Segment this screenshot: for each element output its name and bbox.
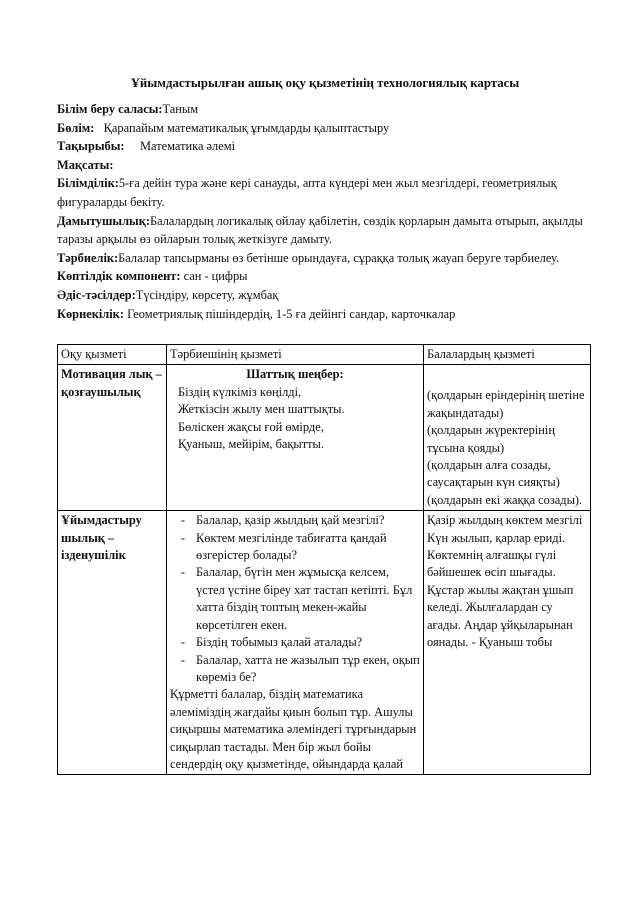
dev-label: Дамытушылық: xyxy=(57,213,150,228)
topic-label: Тақырыбы: xyxy=(57,139,125,154)
document-title: Ұйымдастырылған ашық оқу қызметінің технологиялық картасы xyxy=(130,76,520,90)
info-section xyxy=(57,119,597,138)
teacher-cell xyxy=(167,511,424,775)
area-label: Білім беру саласы: xyxy=(57,102,163,116)
children-action: (қолдарын еріндерінің шетіне жақындатады) xyxy=(427,388,585,420)
info-upbringing xyxy=(57,249,597,268)
topic-value: Математика әлемі xyxy=(140,139,236,154)
visual-label: Көрнекілік: xyxy=(57,306,124,321)
activity-table xyxy=(57,344,591,775)
question-item: - Балалар, бүгін мен жұмысқа келсем, үстел үстіне біреу хат тастап кетіпті. Бұл хатта біздің топтың мекен-жайы көрсетілген екен. xyxy=(180,565,413,632)
children-action: (қолдарын екі жаққа созады). xyxy=(427,492,583,507)
header-teacher: Тәрбиешінің қызметі xyxy=(167,345,424,365)
upb-label: Тәрбиелік: xyxy=(57,250,119,265)
question-item: - Біздің тобымыз қалай аталады? xyxy=(180,635,363,650)
lesson-info xyxy=(57,100,597,323)
section-label: Бөлім: xyxy=(57,120,95,135)
comp-value: сан - цифры xyxy=(183,269,248,284)
goal-label: Мақсаты: xyxy=(57,157,114,172)
info-area xyxy=(57,100,597,119)
poem-line: Жеткізсін жылу мен шаттықты. xyxy=(178,402,345,417)
method-label: Әдіс-тәсілдер: xyxy=(57,287,136,302)
table-header-row xyxy=(58,345,591,365)
header-children: Балалардың қызметі xyxy=(424,345,591,365)
dev-value: Балалардың логикалық ойлау қабілетін, сөздік қорларын дамыта отырып, ақылды таразы арқылы өз ойларын толық жеткізуге дамыту. xyxy=(57,213,583,247)
info-topic xyxy=(57,137,597,156)
comp-label: Көптілдік компонент: xyxy=(57,269,181,284)
info-methods xyxy=(57,286,597,305)
stage-cell: Мотивация лық – қозғаушылық xyxy=(58,365,167,511)
poem-line: Біздің күлкіміз көңілді, xyxy=(178,384,302,399)
visual-value: Геометриялық пішіндердің, 1-5 ға дейінгі сандар, карточкалар xyxy=(127,306,456,321)
method-value: Түсіндіру, көрсету, жұмбақ xyxy=(135,287,279,302)
stage-cell: Ұйымдастыру шылық – ізденушілік xyxy=(58,511,167,775)
children-action: (қолдарын жүректерінің тұсына қояды) xyxy=(427,423,555,455)
table-row xyxy=(58,511,591,775)
info-visual-aids xyxy=(57,305,597,324)
info-developmental xyxy=(57,212,597,249)
edu-value: 5-ға дейін тура және кері санауды, апта күндері мен жыл мезгілдері, геометриялық фигураларды бекіту. xyxy=(57,176,557,209)
header-activity: Оқу қызметі xyxy=(58,345,167,365)
info-multilingual xyxy=(57,267,597,286)
children-cell: Қазір жылдың көктем мезгілі Күн жылып, қарлар ериді. Көктемнің алғашқы гүлі бәйшешек өсіп шығады. Құстар жылы жақтан ұшып келеді. Жылғалардан су ағады. Аңдар ұйқыларынан оянады. - Қуаныш тобы xyxy=(424,511,591,775)
circle-heading: Шаттық шеңбер: xyxy=(246,367,344,382)
table-row xyxy=(58,365,591,511)
area-value: Таным xyxy=(162,102,199,116)
children-action: (қолдарын алға созады, саусақтарын күн сияқты) xyxy=(427,458,560,490)
poem-line: Қуаныш, мейірім, бақытты. xyxy=(178,437,324,452)
question-item: - Көктем мезгілінде табиғатта қандай өзгерістер болады? xyxy=(180,530,387,563)
teacher-paragraph: Құрметті балалар, біздің математика әлеміміздің жағдайы қиын болып тұр. Ашулы сиқыршы математика әлеміндегі тұрғындарын сиқырлап тастады. Мен бір жыл бойы сендердің оқу қызметінде, ойындарда қалай xyxy=(170,687,417,771)
children-cell xyxy=(424,365,591,511)
edu-label: Білімділік: xyxy=(57,176,119,191)
upb-value: Балалар тапсырманы өз бетінше орындауға, сұраққа толық жауап беруге тәрбиелеу. xyxy=(118,250,560,265)
question-item: - Балалар, қазір жылдың қай мезгілі? xyxy=(180,513,385,528)
question-item: - Балалар, хатта не жазылып тұр екен, оқып көреміз бе? xyxy=(180,652,420,684)
section-value: Қарапайым математикалық ұғымдарды қалыптастыру xyxy=(103,120,390,135)
info-educational xyxy=(57,174,597,211)
poem-line: Бөліскен жақсы ғой өмірде, xyxy=(178,419,324,434)
teacher-cell xyxy=(167,365,424,511)
